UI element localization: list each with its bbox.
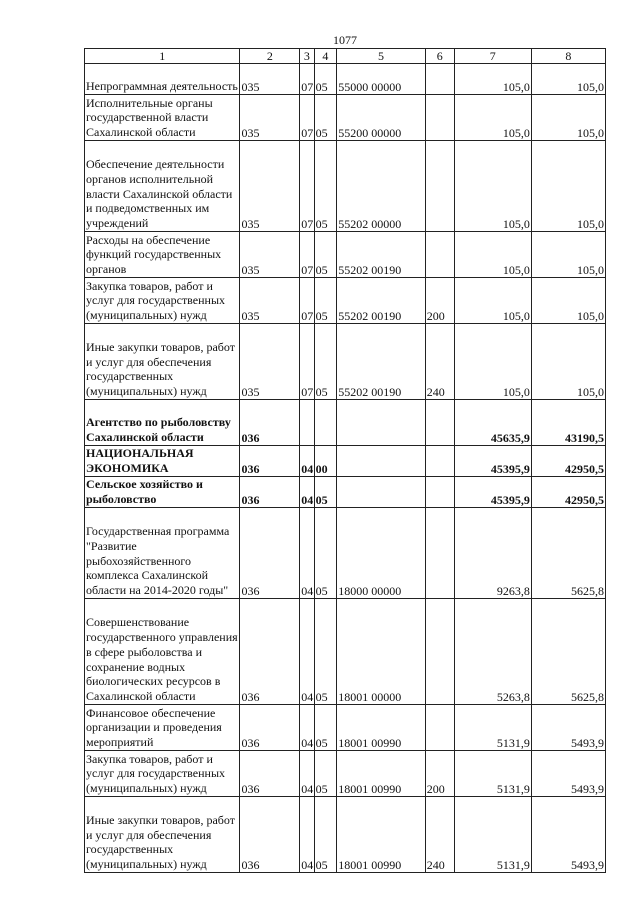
row-name: Исполнительные органы государственной власти Сахалинской области [85,95,240,141]
row-code-section [300,400,314,446]
row-amount-7: 105,0 [454,324,531,400]
row-amount-8: 105,0 [531,95,605,141]
row-code-expense [425,64,454,95]
row-amount-8: 105,0 [531,141,605,232]
column-header: 5 [337,49,426,64]
row-code-expense: 200 [425,278,454,324]
row-name: Агентство по рыболовству Сахалинской области [85,400,240,446]
row-name: Совершенствование государственного управления в сфере рыболовства и сохранение водных биологических ресурсов в Сахалинской области [85,599,240,705]
row-code-admin: 035 [240,324,300,400]
row-name: Обеспечение деятельности органов исполнительной власти Сахалинской области и подведомственных им учреждений [85,141,240,232]
row-code-section: 04 [300,508,314,599]
row-amount-7: 45395,9 [454,477,531,508]
row-code-expense: 240 [425,324,454,400]
row-code-subsection: 05 [314,232,337,278]
row-amount-7: 105,0 [454,278,531,324]
row-code-admin: 036 [240,446,300,477]
row-amount-8: 43190,5 [531,400,605,446]
table-row [85,797,606,873]
table-body [85,49,606,873]
row-amount-7: 9263,8 [454,508,531,599]
row-code-target [337,446,426,477]
row-amount-8: 5493,9 [531,751,605,797]
row-code-expense [425,232,454,278]
row-code-admin: 036 [240,797,300,873]
row-code-target [337,477,426,508]
row-code-target: 55202 00190 [337,324,426,400]
row-amount-8: 105,0 [531,278,605,324]
row-code-subsection: 00 [314,446,337,477]
row-code-subsection: 05 [314,751,337,797]
row-code-target: 55000 00000 [337,64,426,95]
row-code-expense: 240 [425,797,454,873]
row-name: Закупка товаров, работ и услуг для государственных (муниципальных) нужд [85,278,240,324]
row-code-section: 04 [300,446,314,477]
row-code-admin: 035 [240,64,300,95]
table-row [85,232,606,278]
row-code-subsection: 05 [314,95,337,141]
row-code-target: 18001 00990 [337,751,426,797]
row-name: Закупка товаров, работ и услуг для государственных (муниципальных) нужд [85,751,240,797]
row-code-subsection: 05 [314,599,337,705]
row-amount-8: 5493,9 [531,705,605,751]
column-header: 2 [240,49,300,64]
table-row [85,278,606,324]
row-amount-8: 105,0 [531,64,605,95]
table-row [85,324,606,400]
table-row [85,508,606,599]
row-code-expense [425,599,454,705]
row-code-expense [425,400,454,446]
row-amount-8: 5625,8 [531,508,605,599]
row-code-target [337,400,426,446]
row-amount-7: 105,0 [454,64,531,95]
column-header: 3 [300,49,314,64]
budget-table [84,48,606,873]
row-code-expense [425,705,454,751]
column-header-row [85,49,606,64]
row-code-subsection: 05 [314,797,337,873]
row-code-section: 07 [300,95,314,141]
row-code-subsection: 05 [314,278,337,324]
row-amount-7: 5131,9 [454,797,531,873]
row-name: Государственная программа "Развитие рыбохозяйственного комплекса Сахалинской области на 2014-2020 годы" [85,508,240,599]
row-code-expense: 200 [425,751,454,797]
row-amount-8: 42950,5 [531,477,605,508]
row-amount-7: 105,0 [454,141,531,232]
row-amount-8: 105,0 [531,232,605,278]
row-name: Иные закупки товаров, работ и услуг для обеспечения государственных (муниципальных) нужд [85,324,240,400]
row-name: Иные закупки товаров, работ и услуг для обеспечения государственных (муниципальных) нужд [85,797,240,873]
table-row [85,751,606,797]
table-row [85,64,606,95]
column-header: 6 [425,49,454,64]
row-code-subsection: 05 [314,477,337,508]
row-code-admin: 036 [240,508,300,599]
row-code-section: 04 [300,751,314,797]
table-row [85,95,606,141]
row-code-subsection: 05 [314,508,337,599]
row-name: Финансовое обеспечение организации и проведения мероприятий [85,705,240,751]
row-name: Расходы на обеспечение функций государственных органов [85,232,240,278]
row-code-admin: 036 [240,477,300,508]
row-code-admin: 035 [240,95,300,141]
row-code-target: 55202 00190 [337,232,426,278]
row-code-subsection: 05 [314,705,337,751]
row-code-subsection [314,400,337,446]
row-code-target: 18000 00000 [337,508,426,599]
row-code-section: 07 [300,278,314,324]
row-code-admin: 035 [240,141,300,232]
row-amount-7: 105,0 [454,232,531,278]
row-amount-8: 5493,9 [531,797,605,873]
row-amount-7: 105,0 [454,95,531,141]
row-code-target: 55202 00000 [337,141,426,232]
row-code-section: 04 [300,705,314,751]
table-row [85,705,606,751]
column-header: 8 [531,49,605,64]
row-code-section: 04 [300,477,314,508]
row-name: Сельское хозяйство и рыболовство [85,477,240,508]
row-amount-8: 5625,8 [531,599,605,705]
row-code-admin: 035 [240,278,300,324]
row-code-expense [425,141,454,232]
row-code-subsection: 05 [314,64,337,95]
row-name: НАЦИОНАЛЬНАЯ ЭКОНОМИКА [85,446,240,477]
row-code-target: 18001 00990 [337,797,426,873]
row-amount-7: 45635,9 [454,400,531,446]
row-amount-7: 45395,9 [454,446,531,477]
table-row [85,599,606,705]
column-header: 1 [85,49,240,64]
row-code-admin: 036 [240,751,300,797]
row-code-admin: 036 [240,599,300,705]
table-row [85,446,606,477]
table-row [85,477,606,508]
row-amount-8: 42950,5 [531,446,605,477]
row-code-expense [425,95,454,141]
row-amount-8: 105,0 [531,324,605,400]
row-code-target: 18001 00990 [337,705,426,751]
column-header: 7 [454,49,531,64]
table-row [85,400,606,446]
row-code-expense [425,446,454,477]
row-code-admin: 035 [240,232,300,278]
row-code-section: 07 [300,141,314,232]
row-code-expense [425,477,454,508]
row-code-target: 55202 00190 [337,278,426,324]
row-code-admin: 036 [240,400,300,446]
page-number: 1077 [333,33,357,47]
row-amount-7: 5131,9 [454,705,531,751]
row-code-subsection: 05 [314,324,337,400]
row-amount-7: 5263,8 [454,599,531,705]
row-code-target: 55200 00000 [337,95,426,141]
row-code-section: 07 [300,324,314,400]
table-row [85,141,606,232]
row-code-section: 07 [300,64,314,95]
row-code-section: 07 [300,232,314,278]
column-header: 4 [314,49,337,64]
row-code-section: 04 [300,599,314,705]
row-code-section: 04 [300,797,314,873]
row-code-expense [425,508,454,599]
row-code-target: 18001 00000 [337,599,426,705]
row-code-admin: 036 [240,705,300,751]
row-code-subsection: 05 [314,141,337,232]
row-amount-7: 5131,9 [454,751,531,797]
row-name: Непрограммная деятельность [85,64,240,95]
